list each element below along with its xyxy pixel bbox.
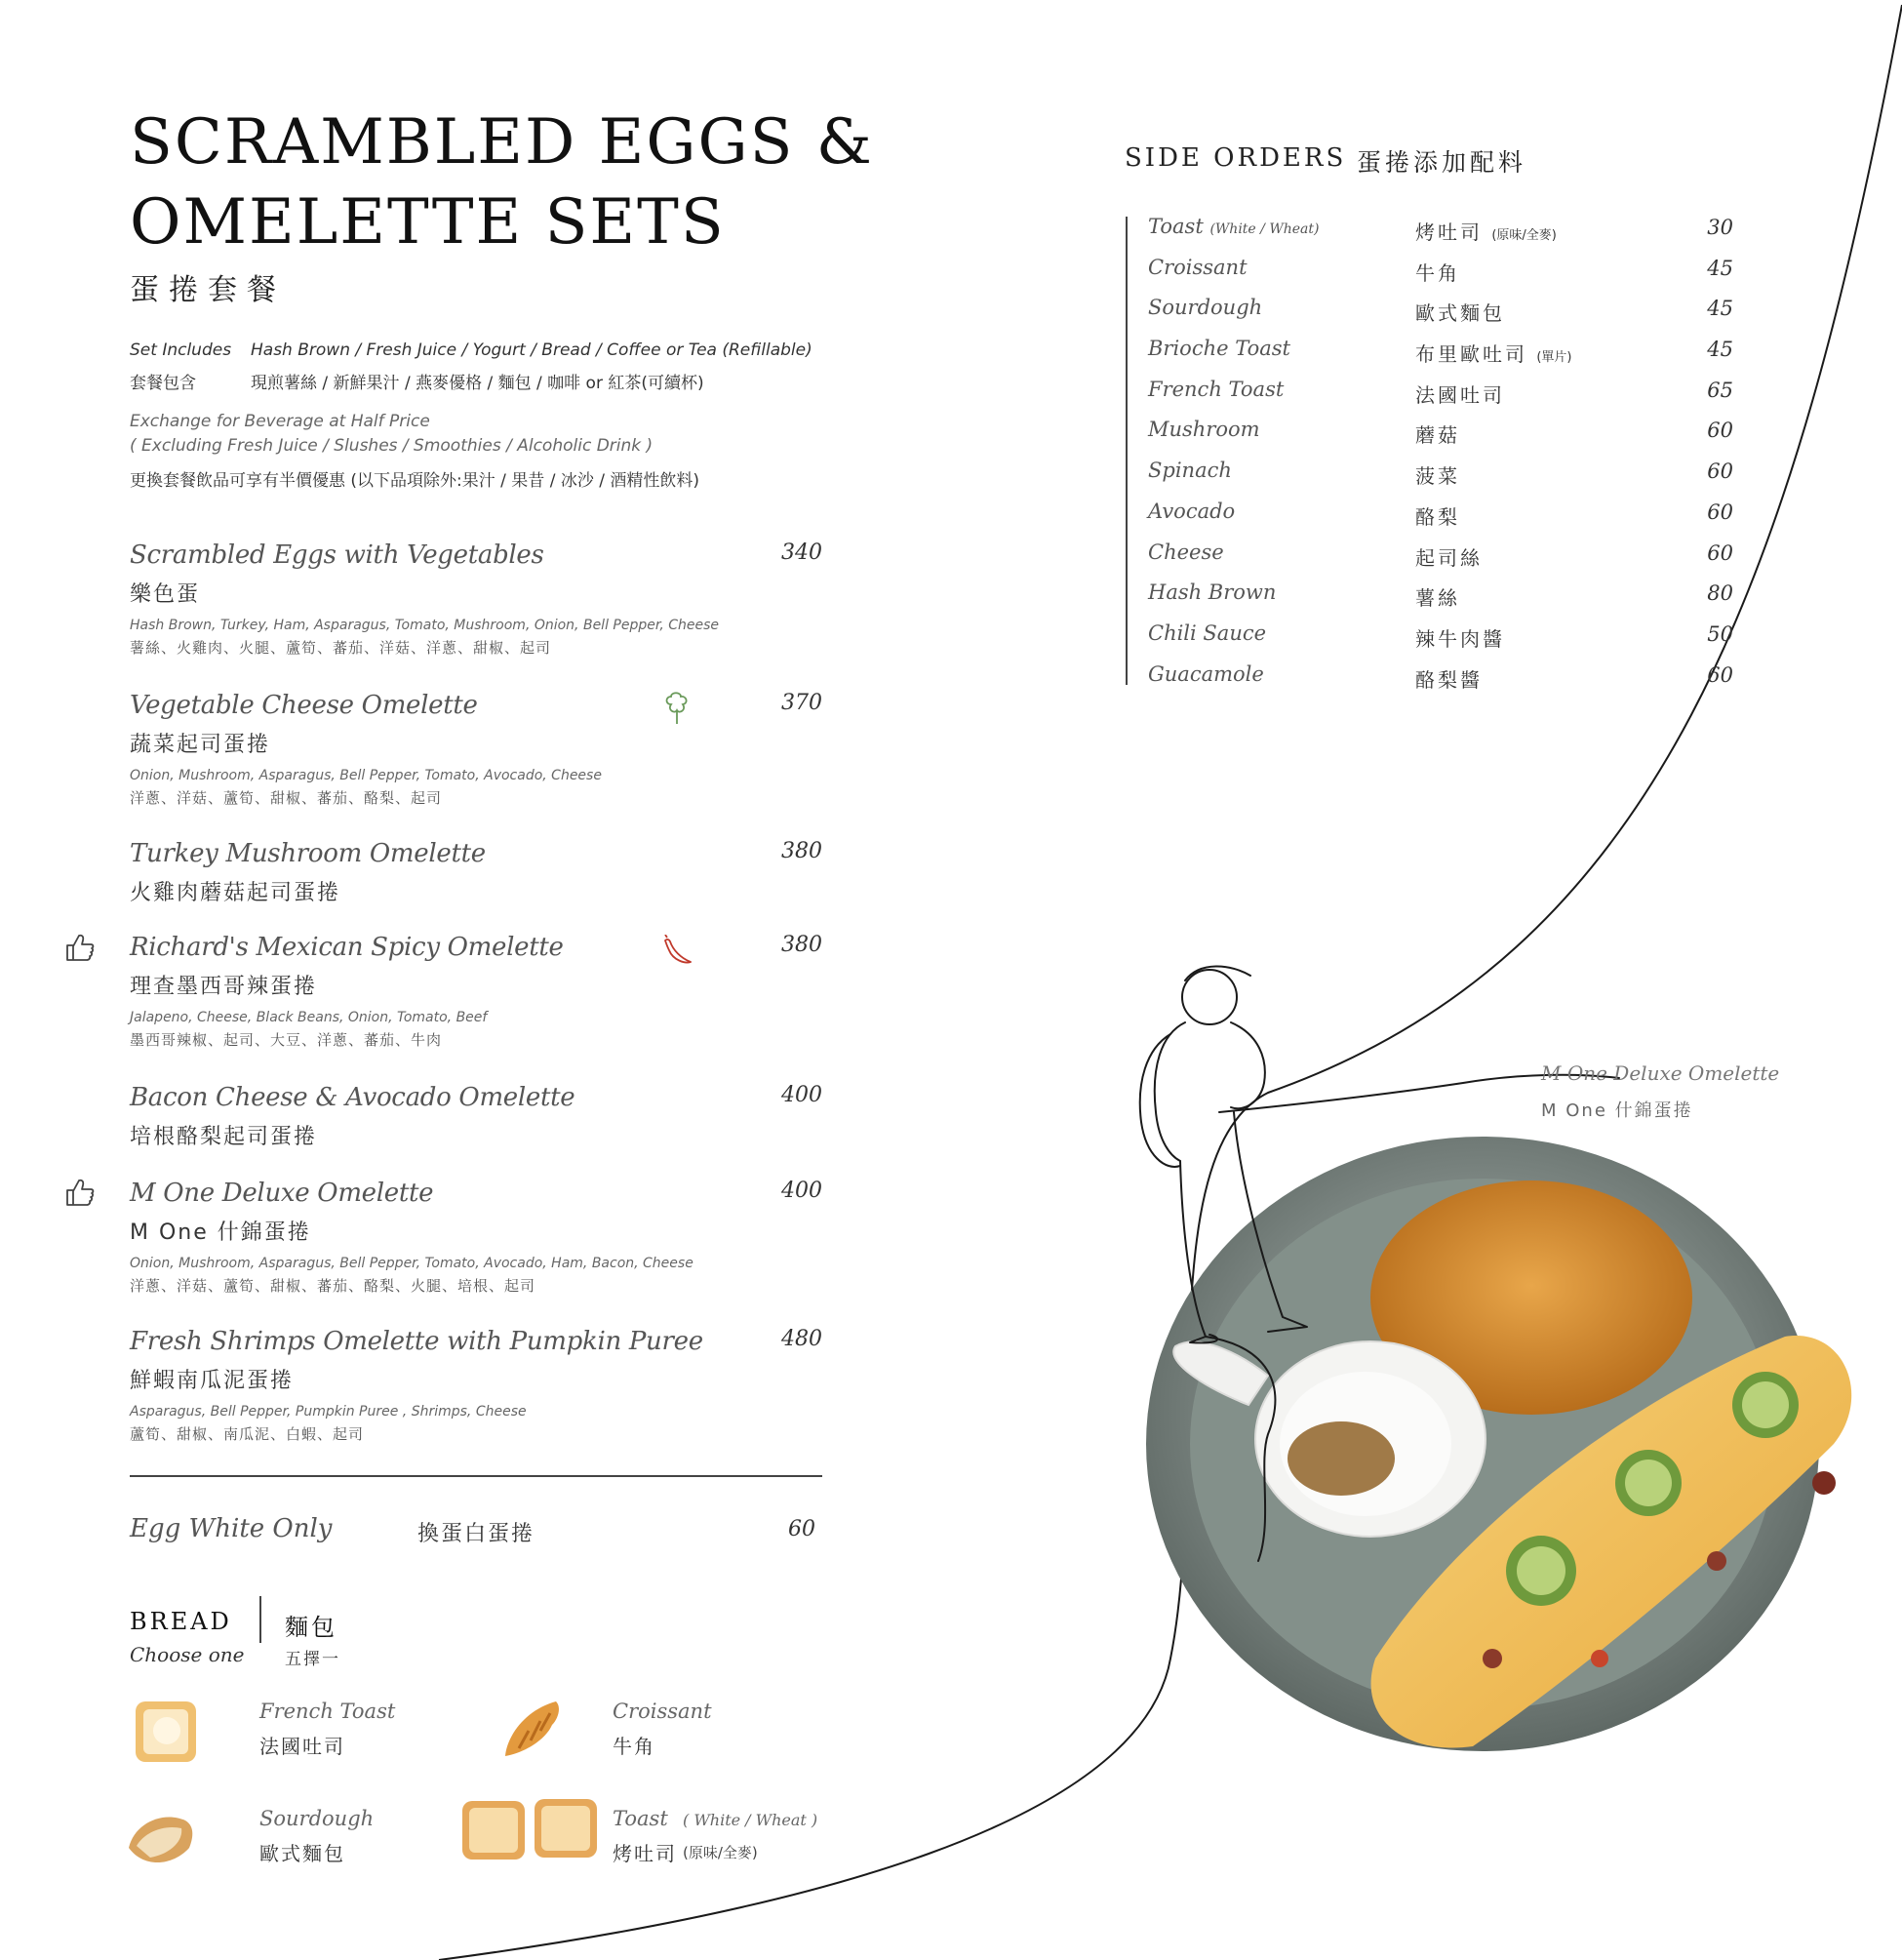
side-order-price: 80 xyxy=(1707,581,1733,606)
side-order-name: French Toast xyxy=(1148,377,1285,401)
croissant-image xyxy=(497,1696,568,1766)
menu-item-price: 380 xyxy=(781,933,822,957)
menu-item[interactable] xyxy=(130,931,822,1050)
side-order-name: Sourdough xyxy=(1148,296,1263,320)
side-order-price: 45 xyxy=(1707,297,1733,321)
side-order-name: Avocado xyxy=(1148,499,1236,523)
menu-item-name: Turkey Mushroom Omelette xyxy=(130,839,486,868)
side-order-price: 50 xyxy=(1707,621,1733,646)
egg-white-option: Egg White Only xyxy=(130,1514,333,1543)
menu-item-price: 370 xyxy=(781,691,822,715)
menu-item[interactable] xyxy=(130,689,822,808)
side-order-name-zh: 酪梨醬 xyxy=(1415,667,1483,692)
menu-item-name-zh: 蔬菜起司蛋捲 xyxy=(130,733,271,757)
sourdough-image xyxy=(125,1809,199,1873)
menu-item-name-zh: 理查墨西哥辣蛋捲 xyxy=(130,975,318,999)
menu-item-ingredients: Onion, Mushroom, Asparagus, Bell Pepper, Tomato, Avocado, Ham, Bacon, Cheese xyxy=(130,1256,693,1271)
side-orders-title-zh: 蛋捲添加配料 xyxy=(1357,148,1527,177)
bread-option-name: French Toast xyxy=(259,1700,396,1723)
title-line-2: OMELETTE SETS xyxy=(130,186,726,259)
egg-white-option-zh: 換蛋白蛋捲 xyxy=(417,1522,535,1546)
bread-option-name-zh: 烤吐司 xyxy=(613,1842,677,1865)
side-order-row[interactable] xyxy=(1148,333,1733,374)
bread-option-name: Sourdough xyxy=(259,1807,375,1830)
exchange-line-2: ( Excluding Fresh Juice / Slushes / Smoothies / Alcoholic Drink ) xyxy=(130,436,654,456)
side-order-row[interactable] xyxy=(1148,414,1733,455)
side-order-name: Brioche Toast xyxy=(1148,337,1290,361)
bread-option-name-zh: 法國吐司 xyxy=(259,1735,345,1758)
menu-item[interactable] xyxy=(130,1081,822,1150)
side-orders-list xyxy=(1148,211,1733,699)
photo-caption-zh: M One 什錦蛋捲 xyxy=(1541,1100,1693,1121)
bread-option-name-zh: 歐式麵包 xyxy=(259,1842,345,1865)
menu-item-name: Scrambled Eggs with Vegetables xyxy=(130,540,544,570)
menu-item-ingredients-zh: 薯絲、火雞肉、火腿、蘆筍、蕃茄、洋菇、洋蔥、甜椒、起司 xyxy=(130,639,552,657)
menu-item-ingredients: Jalapeno, Cheese, Black Beans, Onion, Tomato, Beef xyxy=(130,1010,488,1025)
side-order-name-zh: 菠菜 xyxy=(1415,464,1460,489)
menu-item-name: Richard's Mexican Spicy Omelette xyxy=(130,933,564,962)
menu-item-price: 380 xyxy=(781,839,822,863)
menu-item-ingredients: Onion, Mushroom, Asparagus, Bell Pepper, Tomato, Avocado, Cheese xyxy=(130,768,602,783)
side-order-price: 65 xyxy=(1707,378,1733,402)
side-order-price: 60 xyxy=(1707,540,1733,565)
photo-caption: M One Deluxe Omelette xyxy=(1541,1061,1780,1085)
bread-subtitle: Choose one xyxy=(130,1643,245,1666)
side-order-row[interactable] xyxy=(1148,211,1733,252)
set-includes-items: Hash Brown / Fresh Juice / Yogurt / Bread / Coffee or Tea (Refillable) xyxy=(251,340,812,360)
thumbs-up-icon xyxy=(64,932,96,963)
side-order-name: Guacamole xyxy=(1148,661,1264,686)
side-orders-bar xyxy=(1126,217,1128,685)
side-order-price: 60 xyxy=(1707,662,1733,687)
exchange-zh: 更換套餐飲品可享有半價優惠 (以下品項除外:果汁 / 果昔 / 冰沙 / 酒精性飲料) xyxy=(130,471,700,491)
side-order-name: Toast xyxy=(1148,215,1204,238)
side-order-name-zh: 烤吐司 xyxy=(1415,220,1483,244)
menu-item-name: Bacon Cheese & Avocado Omelette xyxy=(130,1083,575,1112)
side-order-row[interactable] xyxy=(1148,659,1733,700)
side-order-row[interactable] xyxy=(1148,537,1733,578)
side-order-row[interactable] xyxy=(1148,252,1733,293)
french-toast-image xyxy=(130,1696,202,1768)
bread-option-name: Toast xyxy=(613,1807,668,1830)
bread-title: BREAD xyxy=(130,1608,232,1635)
bread-option-name: Croissant xyxy=(613,1700,712,1723)
side-order-row[interactable] xyxy=(1148,618,1733,659)
side-order-name: Hash Brown xyxy=(1148,580,1277,605)
section-divider xyxy=(130,1475,822,1477)
bread-option-name-zh: 牛角 xyxy=(613,1735,655,1758)
menu-item-name-zh: 火雞肉蘑菇起司蛋捲 xyxy=(130,881,341,905)
menu-item[interactable] xyxy=(130,1177,822,1296)
menu-item[interactable] xyxy=(130,837,822,906)
thumbs-up-icon xyxy=(64,1177,96,1208)
side-order-name: Mushroom xyxy=(1148,418,1260,442)
side-order-name-zh: 蘑菇 xyxy=(1415,423,1460,448)
menu-item-name-zh: M One 什錦蛋捲 xyxy=(130,1220,311,1245)
title-line-1: SCRAMBLED EGGS & xyxy=(130,106,874,179)
side-order-name-zh: 牛角 xyxy=(1415,260,1460,285)
side-order-row[interactable] xyxy=(1148,496,1733,537)
toast-image xyxy=(458,1795,601,1863)
side-order-row[interactable] xyxy=(1148,577,1733,618)
side-orders-title: SIDE ORDERS xyxy=(1125,143,1347,173)
menu-item-ingredients-zh: 洋蔥、洋菇、蘆筍、甜椒、蕃茄、酪梨、火腿、培根、起司 xyxy=(130,1277,536,1295)
menu-item[interactable] xyxy=(130,539,822,658)
page-title xyxy=(130,102,874,262)
side-order-price: 60 xyxy=(1707,419,1733,443)
page-title-zh: 蛋捲套餐 xyxy=(130,273,286,307)
menu-item-name: Vegetable Cheese Omelette xyxy=(130,691,478,720)
bread-option-note-zh: (原味/全麥) xyxy=(683,1844,758,1861)
egg-white-price: 60 xyxy=(788,1517,815,1541)
bread-option-note: ( White / Wheat ) xyxy=(683,1811,818,1829)
side-order-name: Croissant xyxy=(1148,255,1248,279)
menu-item-name-zh: 鮮蝦南瓜泥蛋捲 xyxy=(130,1369,295,1393)
menu-item-price: 400 xyxy=(781,1179,822,1203)
side-order-name-zh: 法國吐司 xyxy=(1415,382,1505,407)
side-order-price: 45 xyxy=(1707,338,1733,362)
menu-item-name-zh: 培根酪梨起司蛋捲 xyxy=(130,1125,318,1149)
side-order-price: 45 xyxy=(1707,256,1733,280)
menu-item-price: 480 xyxy=(781,1327,822,1351)
menu-item-name-zh: 樂色蛋 xyxy=(130,582,201,607)
side-order-row[interactable] xyxy=(1148,374,1733,415)
side-order-name: Chili Sauce xyxy=(1148,620,1267,645)
menu-item-name: M One Deluxe Omelette xyxy=(130,1179,434,1208)
side-order-name-zh: 薯絲 xyxy=(1415,586,1460,611)
bread-subtitle-zh: 五擇一 xyxy=(285,1650,340,1669)
bread-divider xyxy=(259,1596,261,1643)
menu-item-ingredients-zh: 洋蔥、洋菇、蘆筍、甜椒、蕃茄、酪梨、起司 xyxy=(130,789,443,807)
menu-item[interactable] xyxy=(130,1325,822,1444)
side-order-note-zh: (原味/全麥) xyxy=(1491,228,1557,243)
side-order-row[interactable] xyxy=(1148,455,1733,496)
side-order-row[interactable] xyxy=(1148,292,1733,333)
side-order-price: 60 xyxy=(1707,460,1733,484)
menu-item-ingredients: Hash Brown, Turkey, Ham, Asparagus, Tomato, Mushroom, Onion, Bell Pepper, Cheese xyxy=(130,618,720,633)
set-includes-items-zh: 現煎薯絲 / 新鮮果汁 / 燕麥優格 / 麵包 / 咖啡 or 紅茶(可續杯) xyxy=(251,374,704,393)
menu-item-ingredients-zh: 墨西哥辣椒、起司、大豆、洋蔥、蕃茄、牛肉 xyxy=(130,1031,443,1049)
menu-item-name: Fresh Shrimps Omelette with Pumpkin Puree xyxy=(130,1327,703,1356)
side-order-name: Cheese xyxy=(1148,540,1224,564)
side-order-name-zh: 歐式麵包 xyxy=(1415,301,1505,326)
bread-title-zh: 麵包 xyxy=(285,1614,337,1641)
side-order-name-zh: 起司絲 xyxy=(1415,545,1483,570)
menu-item-ingredients-zh: 蘆筍、甜椒、南瓜泥、白蝦、起司 xyxy=(130,1425,365,1443)
menu-item-price: 340 xyxy=(781,540,822,565)
set-includes-label-zh: 套餐包含 xyxy=(130,374,196,393)
side-order-price: 60 xyxy=(1707,500,1733,524)
side-order-name-zh: 辣牛肉醬 xyxy=(1415,626,1505,651)
side-order-name-zh: 酪梨 xyxy=(1415,504,1460,529)
side-order-price: 30 xyxy=(1707,216,1733,239)
chili-icon xyxy=(661,935,694,968)
set-includes-label: Set Includes xyxy=(130,340,232,360)
exchange-line-1: Exchange for Beverage at Half Price xyxy=(130,412,430,431)
vegetarian-icon xyxy=(661,691,693,726)
side-order-note: (White / Wheat) xyxy=(1209,221,1320,237)
side-order-name-zh: 布里歐吐司 xyxy=(1415,342,1527,367)
menu-item-price: 400 xyxy=(781,1083,822,1107)
side-order-note-zh: (單片) xyxy=(1536,350,1572,366)
side-order-name: Spinach xyxy=(1148,459,1232,483)
menu-item-ingredients: Asparagus, Bell Pepper, Pumpkin Puree , Shrimps, Cheese xyxy=(130,1404,527,1420)
